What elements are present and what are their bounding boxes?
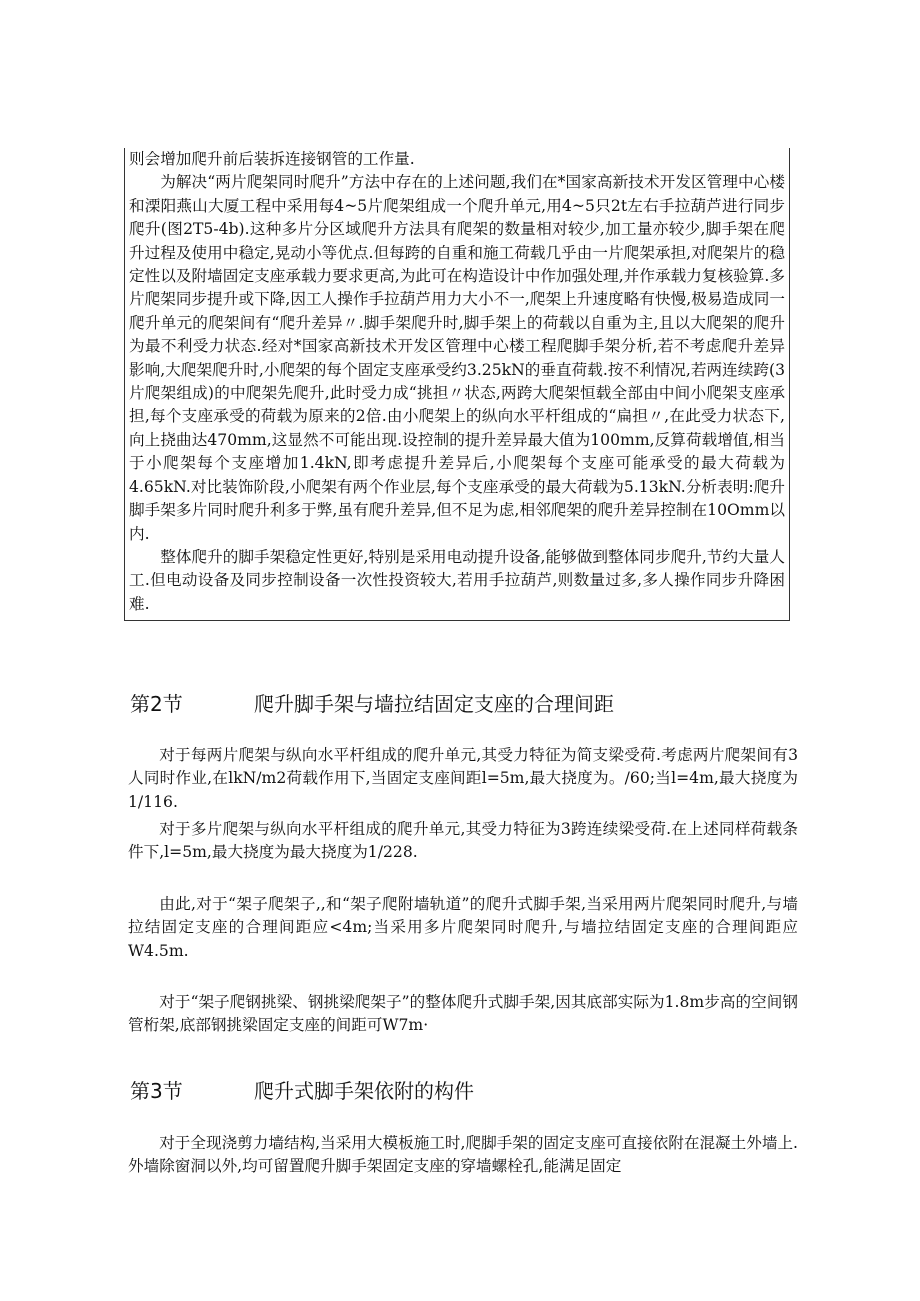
section-2-paragraph: [128, 744, 798, 814]
section-2-paragraph: [128, 991, 798, 1038]
section-number: 第3节: [130, 1079, 183, 1103]
section-3-paragraph: [128, 1132, 798, 1179]
section-2-paragraph: [128, 893, 798, 963]
paragraph: 整体爬升的脚手架稳定性更好,特别是采用电动提升设备,能够做到整体同步爬升,节约大量人工.但电动设备及同步控制设备一次性投资较大,若用手拉葫芦,则数量过多,多人操作同步升降困难.: [129, 547, 785, 613]
paragraph: 由此,对于“架子爬架子,,和“架子爬附墙轨道”的爬升式脚手架,当采用两片爬架同时爬升,与墙拉结固定支座的合理间距应<4m;当采用多片爬架同时爬升,与墙拉结固定支座的合理间距应W4.5m.: [128, 895, 798, 960]
section-2-paragraph: [128, 818, 798, 865]
section-3-heading: [130, 1075, 474, 1104]
section-number: 第2节: [130, 692, 183, 716]
boxed-text-block: [124, 148, 790, 621]
section-2-heading: [130, 688, 614, 717]
section-title: 爬升脚手架与墙拉结固定支座的合理间距: [254, 692, 614, 716]
section-title: 爬升式脚手架依附的构件: [254, 1079, 474, 1103]
paragraph: 则会增加爬升前后装拆连接钢管的工作量.: [129, 150, 415, 168]
paragraph: 对于多片爬架与纵向水平杆组成的爬升单元,其受力特征为3跨连续梁受荷.在上述同样荷载条件下,l=5m,最大挠度为最大挠度为1/228.: [128, 820, 798, 862]
paragraph: 对于每两片爬架与纵向水平杆组成的爬升单元,其受力特征为简支梁受荷.考虑两片爬架间有3人同时作业,在lkN∕m2荷载作用下,当固定支座间距l=5m,最大挠度为。/60;当l=4m,最大挠度为1/116.: [128, 746, 798, 811]
paragraph: 对于全现浇剪力墙结构,当采用大模板施工时,爬脚手架的固定支座可直接依附在混凝土外墙上.外墙除窗洞以外,均可留置爬升脚手架固定支座的穿墙螺栓孔,能满足固定: [128, 1134, 798, 1176]
paragraph: 对于“架子爬钢挑梁、钢挑梁爬架子”的整体爬升式脚手架,因其底部实际为1.8m步高的空间钢管桁架,底部钢挑梁固定支座的间距可W7m·: [128, 993, 798, 1035]
paragraph: 为解决“两片爬架同时爬升”方法中存在的上述问题,我们在*国家高新技术开发区管理中心楼和溧阳燕山大厦工程中采用每4~5片爬架组成一个爬升单元,用4~5只2t左右手拉葫芦进行同步爬升(图2T5-4b).这种多片分区域爬升方法具有爬架的数量相对较少,加工量亦较少,脚手架在爬升过程及使用中稳定,晃动小等优点.但每跨的自重和施工荷载几乎由一片爬架承担,对爬架片的稳定性以及附墙固定支座承载力要求更高,为此可在构造设计中作加强处理,并作承载力复核验算.多片爬架同步提升或下降,因工人操作手拉葫芦用力大小不一,爬架上升速度略有快慢,极易造成同一爬升单元的爬架间有“爬升差异〃.脚手架爬升时,脚手架上的荷载以自重为主,且以大爬架的爬升为最不利受力状态.经对*国家高新技术开发区管理中心楼工程爬脚手架分析,若不考虑爬升差异影响,大爬架爬升时,小爬架的每个固定支座承受约3.25kN的垂直荷载.按不利情况,若两连续跨(3片爬架组成)的中爬架先爬升,此时受力成“挑担〃状态,两跨大爬架恒载全部由中间小爬架支座承担,每个支座承受的荷载为原来的2倍.由小爬架上的纵向水平杆组成的“扁担〃,在此受力状态下,向上挠曲达470mm,这显然不可能出现.设控制的提升差异最大值为100mm,反算荷载增值,相当于小爬架每个支座增加1.4kN,即考虑提升差异后,小爬架每个支座可能承受的最大荷载为4.65kN.对比装饰阶段,小爬架有两个作业层,每个支座承受的最大荷载为5.13kN.分析表明:爬升脚手架多片同时爬升利多于弊,虽有爬升差异,但不足为虑,相邻爬架的爬升差异控制在10Omm以内.: [129, 173, 785, 543]
